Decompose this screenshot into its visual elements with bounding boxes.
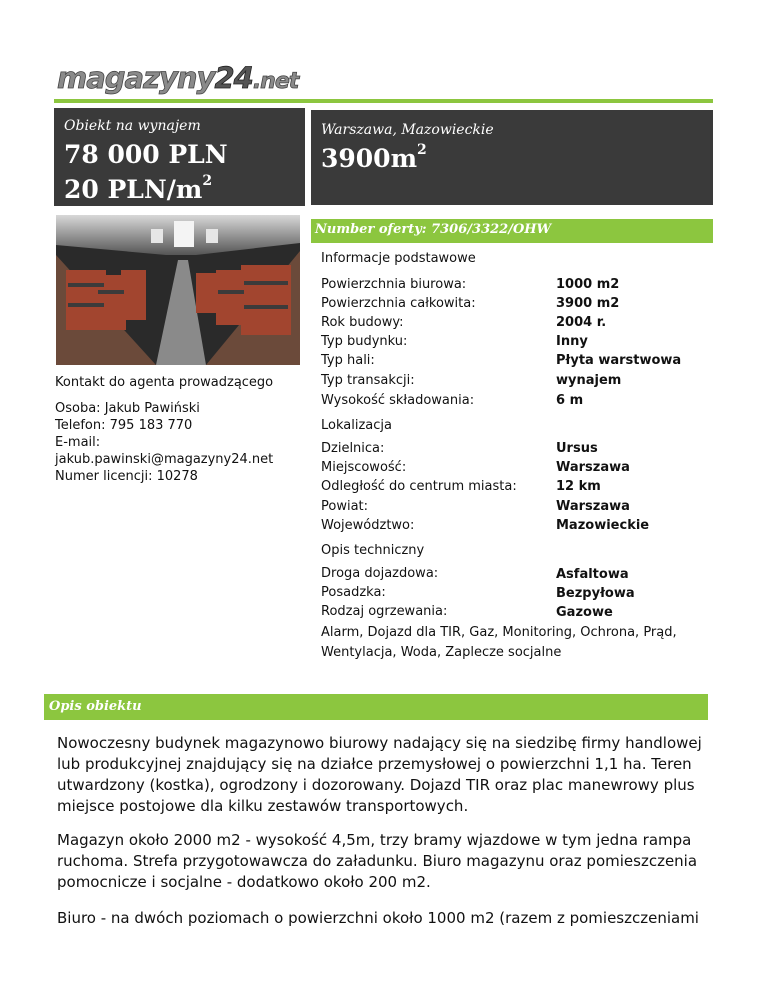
detail-value: Warszawa <box>556 460 630 475</box>
offer-number-bar <box>311 219 713 243</box>
contact-license: Numer licencji: 10278 <box>55 469 198 484</box>
detail-label: Typ budynku: <box>321 334 408 349</box>
detail-label: Rodzaj ogrzewania: <box>321 604 448 619</box>
detail-label: Powiat: <box>321 499 369 514</box>
detail-label: Droga dojazdowa: <box>321 566 439 581</box>
contact-email[interactable]: jakub.pawinski@magazyny24.net <box>55 452 274 467</box>
technical-title: Opis techniczny <box>321 543 425 558</box>
detail-label: Dzielnica: <box>321 441 385 456</box>
detail-value: 3900 m2 <box>556 296 620 311</box>
site-logo <box>57 58 299 95</box>
detail-value: 6 m <box>556 393 584 408</box>
detail-value: Bezpyłowa <box>556 586 635 601</box>
description-bar <box>44 694 708 720</box>
detail-value: 2004 r. <box>556 315 607 330</box>
detail-value: Ursus <box>556 441 598 456</box>
detail-value: 12 km <box>556 479 601 494</box>
detail-value: Asfaltowa <box>556 567 629 582</box>
detail-label: Typ hali: <box>321 353 375 368</box>
detail-label: Wysokość składowania: <box>321 393 475 408</box>
detail-label: Odległość do centrum miasta: <box>321 479 517 494</box>
description-paragraph: Biuro - na dwóch poziomach o powierzchni około 1000 m2 (razem z pomieszczeniami <box>57 909 699 927</box>
warehouse-photo <box>56 215 300 365</box>
detail-value: wynajem <box>556 373 622 388</box>
detail-label: Powierzchnia biurowa: <box>321 277 467 292</box>
detail-value: Warszawa <box>556 499 630 514</box>
detail-label: Województwo: <box>321 518 415 533</box>
detail-label: Rok budowy: <box>321 315 404 330</box>
listing-type: Obiekt na wynajem <box>64 118 201 134</box>
detail-label: Miejscowość: <box>321 460 407 475</box>
svg-text:magazyny24.net: magazyny24.net <box>57 61 299 95</box>
basic-info-title: Informacje podstawowe <box>321 251 476 266</box>
price: 78 000 PLN <box>64 140 228 169</box>
detail-value: 1000 m2 <box>556 277 620 292</box>
header-divider <box>54 99 713 103</box>
description-paragraph: Magazyn około 2000 m2 - wysokość 4,5m, trzy bramy wjazdowe w tym jedna rampa ruchoma. Strefa przygotowawcza do załadunku. Biuro magazynu oraz pomieszczenia pomocnicze i socjalne - dodatkowo około 200 m2. <box>57 831 698 891</box>
detail-value: Płyta warstwowa <box>556 353 682 368</box>
price-box <box>54 108 305 206</box>
detail-label: Powierzchnia całkowita: <box>321 296 476 311</box>
contact-person: Osoba: Jakub Pawiński <box>55 401 200 416</box>
detail-value: Inny <box>556 334 588 349</box>
offer-number: Number oferty: 7306/3322/OHW <box>315 222 552 237</box>
description-title: Opis obiektu <box>49 699 142 714</box>
area-box <box>311 110 713 205</box>
total-area: $3900m^2$ <box>321 142 427 173</box>
location-caption: Warszawa, Mazowieckie <box>321 122 494 138</box>
location-title: Lokalizacja <box>321 418 392 433</box>
price-per-m2: 20 PLN/$m^2$ <box>64 173 213 204</box>
contact-email-label: E-mail: <box>55 435 101 450</box>
contact-title: Kontakt do agenta prowadzącego <box>55 375 274 390</box>
agent-contact <box>55 374 273 485</box>
detail-label: Posadzka: <box>321 585 386 600</box>
detail-label: Typ transakcji: <box>321 373 415 388</box>
detail-value: Gazowe <box>556 605 613 620</box>
detail-value: Mazowieckie <box>556 518 650 533</box>
description-paragraph: Nowoczesny budynek magazynowo biurowy nadający się na siedzibę firmy handlowej lub produkcyjnej znajdujący się na działce przemysłowej o powierzchni 1,1 ha. Teren utwardzony (kostka), ogrodzony i dozorowany. Dojazd TIR oraz plac manewrowy plus miejsce postojowe dla kilku zestawów transportowych. <box>57 734 702 815</box>
contact-phone: Telefon: 795 183 770 <box>55 418 193 433</box>
features-list: Alarm, Dojazd dla TIR, Gaz, Monitoring, Ochrona, Prąd, Wentylacja, Woda, Zaplecze socjalne <box>321 625 677 660</box>
